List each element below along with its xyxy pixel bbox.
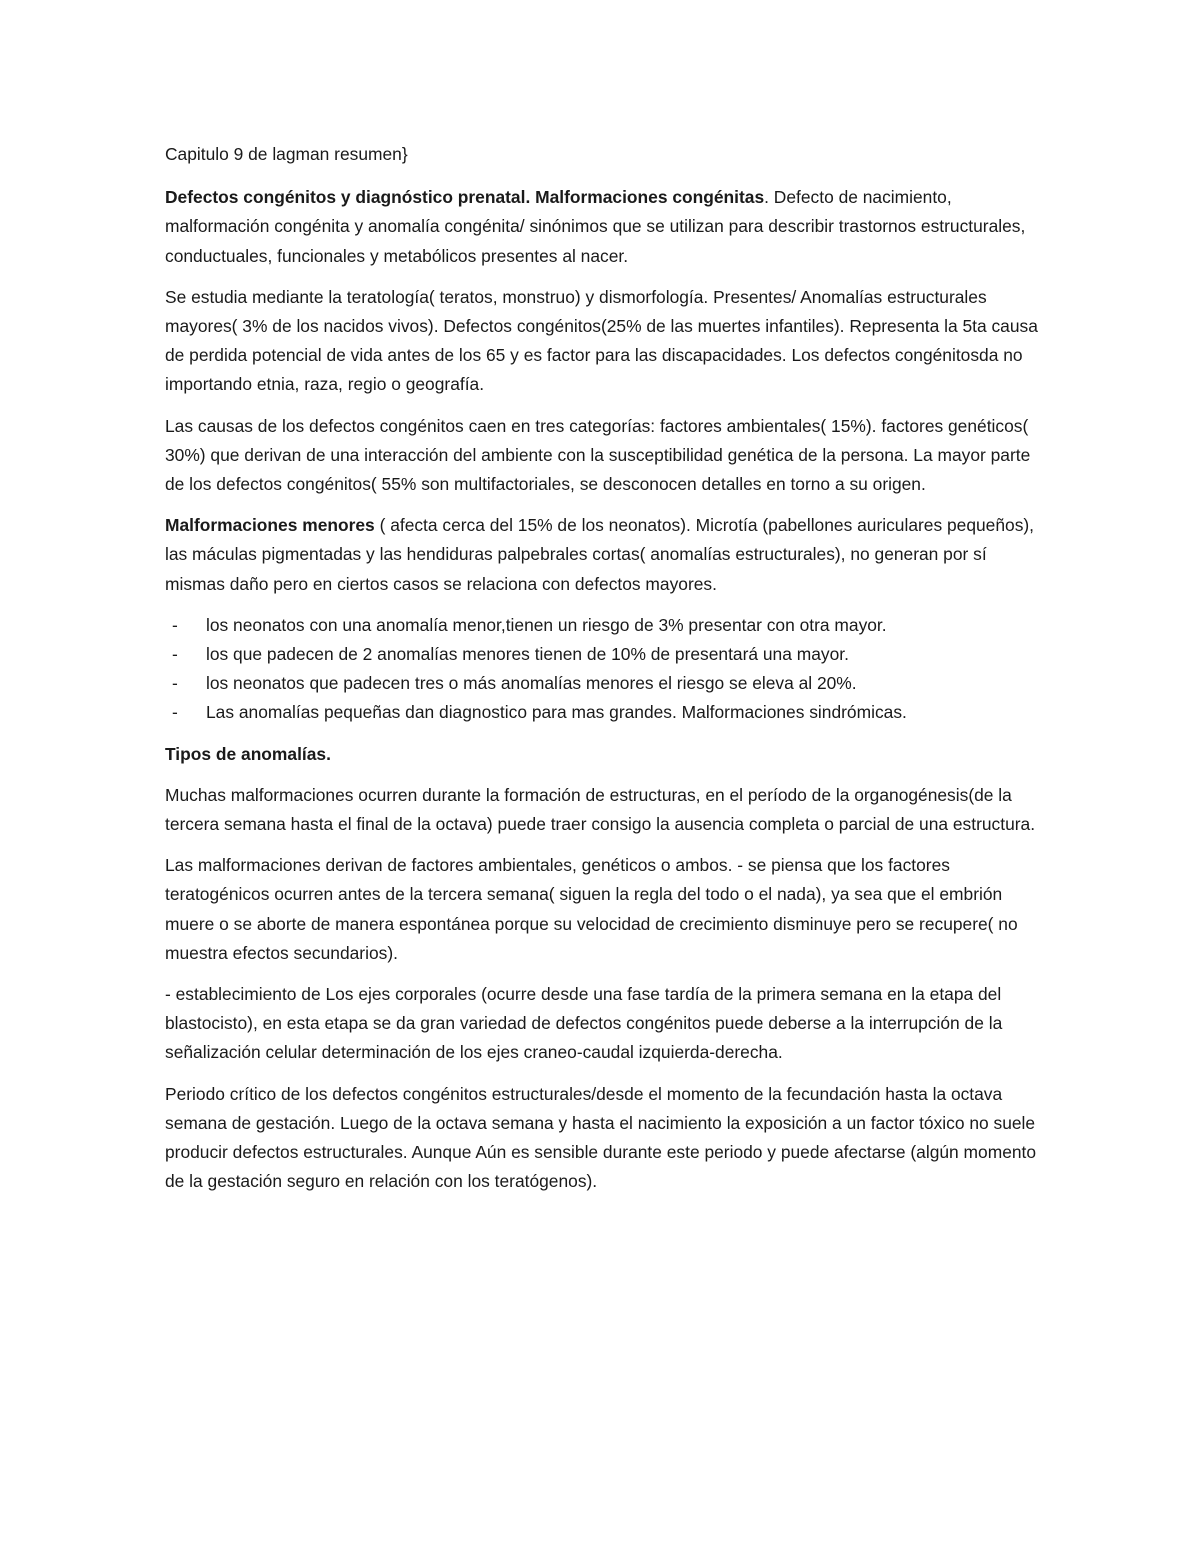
list-item-text: Las anomalías pequeñas dan diagnostico para mas grandes. Malformaciones sindrómicas. — [206, 702, 907, 723]
document-title: Capitulo 9 de lagman resumen} — [165, 144, 408, 164]
risk-list — [165, 611, 1045, 728]
heading-text: Tipos de anomalías. — [165, 743, 331, 764]
list-item — [165, 611, 1045, 640]
paragraph-text: ( afecta cerca del 15% de los neonatos). Microtía (pabellones auriculares pequeños), las máculas pigmentadas y las hendiduras palpebrales cortas( anomalías estructurales), no generan por sí mismas daño pero en ciertos casos se relaciona con defectos mayores. — [165, 515, 1035, 594]
paragraph-ejes-corporales: - establecimiento de Los ejes corporales (ocurre desde una fase tardía de la primera semana en la etapa del blastocisto), en esta etapa se da gran variedad de defectos congénitos puede deberse a la interrupción de la señalización celular determinación de los ejes craneo-caudal izquierda-derecha. — [165, 984, 1003, 1063]
dash-marker: - — [172, 702, 178, 723]
dash-marker: - — [172, 673, 178, 694]
list-item-text: los neonatos que padecen tres o más anomalías menores el riesgo se eleva al 20%. — [206, 673, 857, 694]
paragraph-text: . Defecto de nacimiento, malformación congénita y anomalía congénita/ sinónimos que se utilizan para describir trastornos estructurales, conductuales, funcionales y metabólicos presentes al nacer. — [165, 187, 1026, 266]
list-item-text: los neonatos con una anomalía menor,tienen un riesgo de 3% presentar con otra mayor. — [206, 614, 887, 635]
list-item — [165, 698, 1045, 727]
heading-tipos-anomalias — [165, 740, 1045, 769]
paragraph-defectos-congenitos — [165, 183, 1045, 271]
paragraph-organogenesis: Muchas malformaciones ocurren durante la formación de estructuras, en el período de la organogénesis(de la tercera semana hasta el final de la octava) puede traer consigo la ausencia completa o parcial de una estructura. — [165, 784, 1036, 835]
paragraph-factores: Las malformaciones derivan de factores ambientales, genéticos o ambos. - se piensa que los factores teratogénicos ocurren antes de la tercera semana( siguen la regla del todo o el nada), ya sea que el embrión muere o se aborte de manera espontánea porque su velocidad de crecimiento disminuye pero se recupere( no muestra efectos secundarios). — [165, 855, 1018, 963]
paragraph-teratologia: Se estudia mediante la teratología( teratos, monstruo) y dismorfología. Presentes/ Anomalías estructurales mayores( 3% de los nacidos vivos). Defectos congénitos(25% de las muertes infantiles). Representa la 5ta causa de perdida potencial de vida antes de los 65 y es factor para las discapacidades. Los defectos congénitosda no importando etnia, raza, regio o geografía. — [165, 286, 1038, 395]
dash-marker: - — [172, 644, 178, 665]
paragraph-malformaciones-menores — [165, 511, 1045, 599]
paragraph-periodo-critico: Periodo crítico de los defectos congénitos estructurales/desde el momento de la fecundación hasta la octava semana de gestación. Luego de la octava semana y hasta el nacimiento la exposición a un factor tóxico no suele producir defectos estructurales. Aunque Aún es sensible durante este periodo y puede afectarse (algún momento de la gestación seguro en relación con los teratógenos). — [165, 1083, 1037, 1192]
list-item — [165, 640, 1045, 669]
paragraph-causas: Las causas de los defectos congénitos caen en tres categorías: factores ambientales( 15%). factores genéticos( 30%) que derivan de una interacción del ambiente con la susceptibilidad genética de la persona. La mayor parte de los defectos congénitos( 55% son multifactoriales, se desconocen detalles en torno a su origen. — [165, 415, 1031, 495]
dash-marker: - — [172, 614, 178, 635]
document-page — [165, 140, 1045, 1209]
paragraph-bold-lead: Defectos congénitos y diagnóstico prenatal. Malformaciones congénitas — [165, 187, 765, 208]
list-item-text: los que padecen de 2 anomalías menores tienen de 10% de presentará una mayor. — [206, 644, 849, 665]
paragraph-bold-lead: Malformaciones menores — [165, 515, 375, 536]
list-item — [165, 669, 1045, 698]
